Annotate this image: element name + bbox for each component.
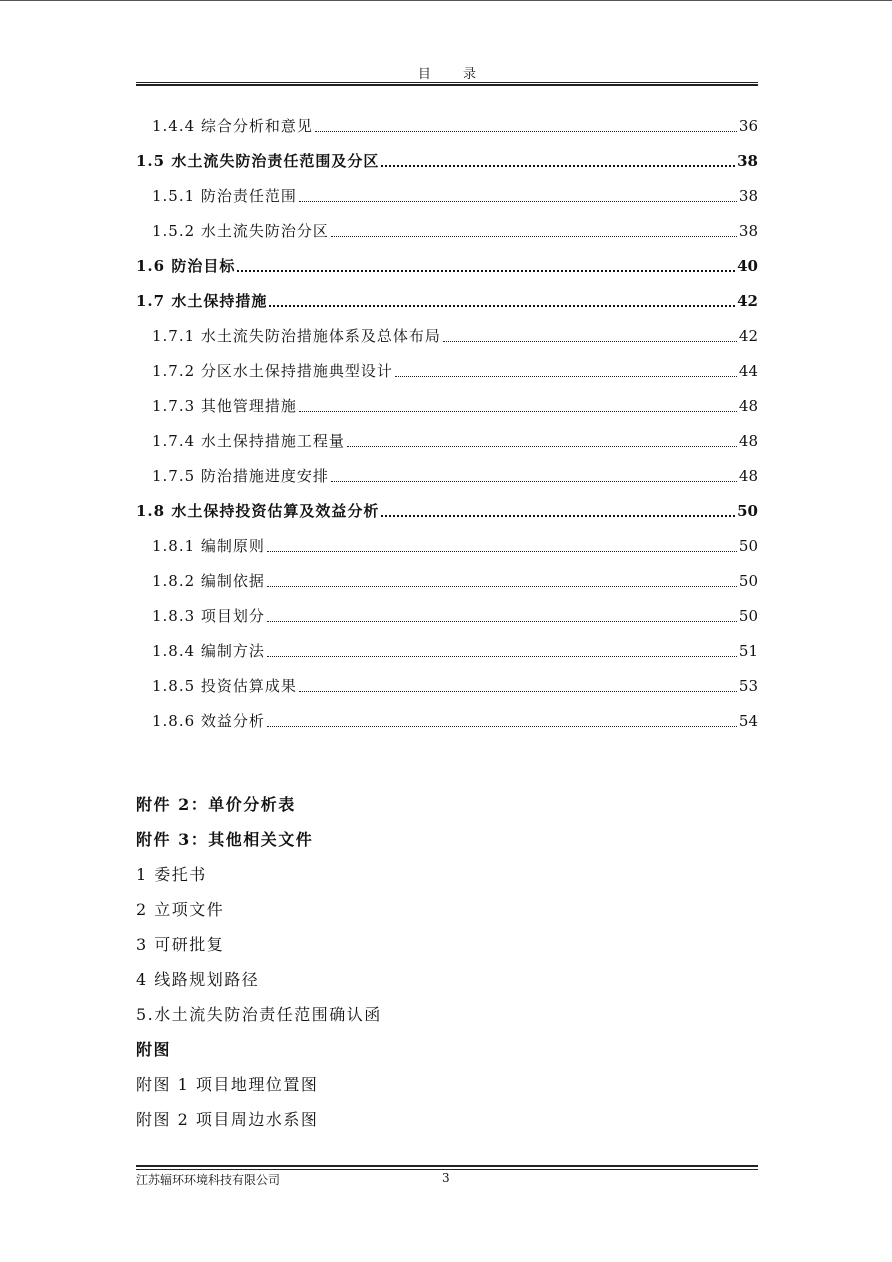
- toc-leader-dots: [381, 164, 735, 167]
- toc-entry-title: 1.8.3 项目划分: [152, 607, 265, 625]
- appendix-item: 4 线路规划路径: [136, 970, 260, 989]
- toc-entry-title: 1.8 水土保持投资估算及效益分析: [136, 502, 380, 520]
- toc-entry[interactable]: [136, 108, 758, 143]
- toc-entry[interactable]: [136, 563, 758, 598]
- toc-entry-page: 42: [738, 326, 758, 345]
- page-top-border: [0, 0, 892, 1]
- toc-entry[interactable]: [136, 248, 758, 283]
- toc-entry[interactable]: [136, 283, 758, 318]
- toc-leader-dots: [269, 304, 735, 307]
- toc-entry-title: 1.7.5 防治措施进度安排: [152, 467, 329, 485]
- toc-entry-title: 1.5 水土流失防治责任范围及分区: [136, 152, 380, 170]
- toc-entry-title: 1.7.1 水土流失防治措施体系及总体布局: [152, 327, 441, 345]
- appendix-item: 5.水土流失防治责任范围确认函: [136, 1005, 382, 1024]
- toc-leader-dots: [267, 725, 737, 727]
- toc-entry-title: 1.5.2 水土流失防治分区: [152, 222, 329, 240]
- toc-entry[interactable]: [136, 633, 758, 668]
- toc-leader-dots: [331, 480, 737, 482]
- toc-leader-dots: [267, 550, 737, 552]
- toc-entry-page: 38: [738, 221, 758, 240]
- toc-entry[interactable]: [136, 213, 758, 248]
- toc-entry-page: 44: [738, 361, 758, 380]
- toc-entry[interactable]: [136, 668, 758, 703]
- appendix-item: 附件 3：其他相关文件: [136, 830, 314, 849]
- toc-entry-title: 1.7.2 分区水土保持措施典型设计: [152, 362, 393, 380]
- toc-entry[interactable]: [136, 353, 758, 388]
- header-rule: [136, 82, 758, 83]
- header-rule-thick: [136, 84, 758, 86]
- toc-leader-dots: [347, 445, 737, 447]
- appendix-item: 附图 2 项目周边水系图: [136, 1110, 319, 1129]
- toc-entry[interactable]: [136, 423, 758, 458]
- footer-page-number: 3: [442, 1171, 450, 1185]
- toc-entry[interactable]: [136, 528, 758, 563]
- toc-leader-dots: [331, 235, 737, 237]
- toc-entry-page: 42: [737, 291, 758, 310]
- toc-leader-dots: [443, 340, 737, 342]
- toc-entry[interactable]: [136, 458, 758, 493]
- toc-entry-title: 1.5.1 防治责任范围: [152, 187, 297, 205]
- toc-entry-page: 51: [738, 641, 758, 660]
- toc-entry[interactable]: [136, 388, 758, 423]
- toc-entry-title: 1.8.4 编制方法: [152, 642, 265, 660]
- toc-entry[interactable]: [136, 178, 758, 213]
- toc-entry[interactable]: [136, 143, 758, 178]
- toc-leader-dots: [395, 375, 737, 377]
- toc-entry-title: 1.4.4 综合分析和意见: [152, 117, 313, 135]
- toc-entry-page: 53: [738, 676, 758, 695]
- appendix-item: 附件 2：单价分析表: [136, 795, 296, 814]
- toc-leader-dots: [299, 690, 737, 692]
- toc-leader-dots: [237, 269, 735, 272]
- toc-entry-page: 48: [738, 396, 758, 415]
- footer-company-name: 江苏辐环环境科技有限公司: [136, 1173, 281, 1187]
- appendix-item: 附图: [136, 1040, 172, 1059]
- appendix-list: [136, 786, 758, 1136]
- toc-entry-title: 1.8.5 投资估算成果: [152, 677, 297, 695]
- toc-entry-page: 50: [738, 536, 758, 555]
- toc-entry-page: 48: [738, 431, 758, 450]
- toc-entry-title: 1.7.3 其他管理措施: [152, 397, 297, 415]
- toc-entry-title: 1.7 水土保持措施: [136, 292, 268, 310]
- appendix-item: 1 委托书: [136, 865, 207, 884]
- table-of-contents: [136, 108, 758, 738]
- toc-entry[interactable]: [136, 703, 758, 738]
- footer-rule-thick: [136, 1165, 758, 1167]
- appendix-item: 2 立项文件: [136, 900, 225, 919]
- toc-entry-page: 36: [738, 116, 758, 135]
- footer-rule: [136, 1169, 758, 1170]
- toc-entry-page: 40: [737, 256, 758, 275]
- toc-entry-title: 1.8.2 编制依据: [152, 572, 265, 590]
- toc-entry[interactable]: [136, 598, 758, 633]
- toc-entry-title: 1.7.4 水土保持措施工程量: [152, 432, 345, 450]
- toc-entry-page: 50: [738, 606, 758, 625]
- toc-entry-page: 54: [738, 711, 758, 730]
- toc-leader-dots: [381, 514, 735, 517]
- appendix-item: 附图 1 项目地理位置图: [136, 1075, 319, 1094]
- toc-entry-title: 1.8.1 编制原则: [152, 537, 265, 555]
- toc-entry[interactable]: [136, 318, 758, 353]
- toc-entry-page: 50: [737, 501, 758, 520]
- toc-entry-page: 48: [738, 466, 758, 485]
- toc-leader-dots: [315, 130, 737, 132]
- toc-leader-dots: [267, 620, 737, 622]
- toc-entry-title: 1.6 防治目标: [136, 257, 236, 275]
- toc-leader-dots: [267, 655, 737, 657]
- toc-entry-title: 1.8.6 效益分析: [152, 712, 265, 730]
- toc-leader-dots: [299, 410, 737, 412]
- toc-entry-page: 38: [738, 186, 758, 205]
- page-header-title: 目 录: [417, 67, 491, 82]
- toc-leader-dots: [299, 200, 737, 202]
- toc-entry[interactable]: [136, 493, 758, 528]
- toc-entry-page: 50: [738, 571, 758, 590]
- toc-leader-dots: [267, 585, 737, 587]
- appendix-item: 3 可研批复: [136, 935, 225, 954]
- toc-entry-page: 38: [737, 151, 758, 170]
